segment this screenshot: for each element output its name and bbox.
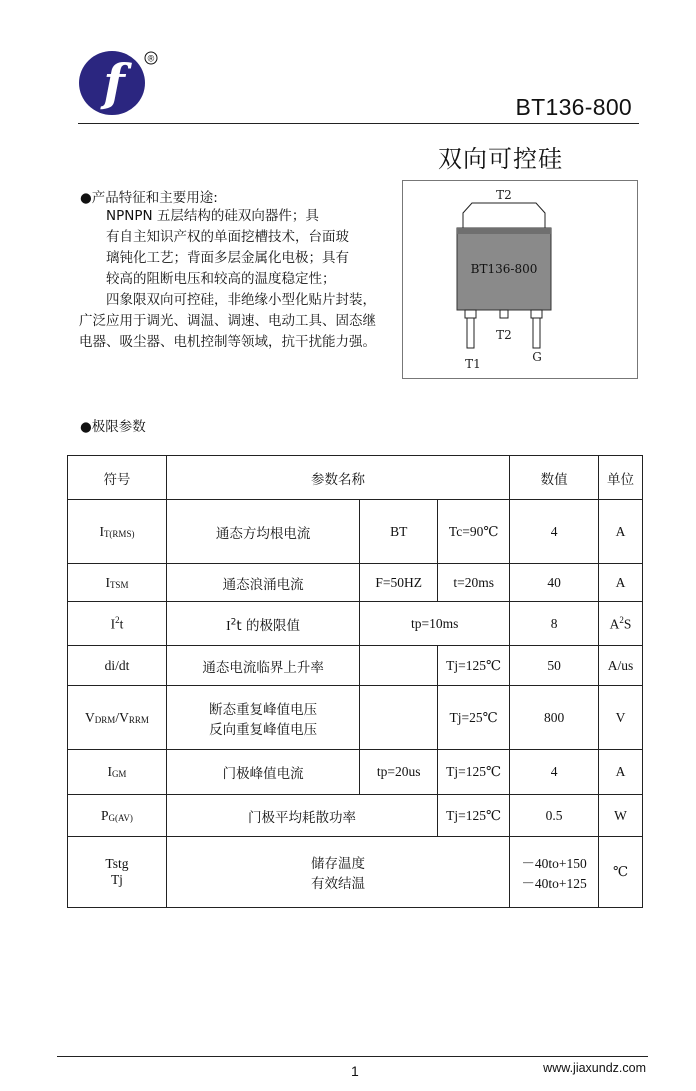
unit-cell: A: [599, 500, 643, 564]
pin-label-t1: T1: [465, 357, 481, 371]
table-row: [68, 564, 643, 602]
value-cell: 8: [510, 602, 599, 646]
table-row: [68, 837, 643, 908]
pin-label-g: G: [532, 350, 542, 364]
website-url: www.jiaxundz.com: [543, 1061, 646, 1075]
unit-cell: ℃: [599, 837, 643, 908]
condition-cell: [360, 686, 438, 750]
value-cell: －40to+150 －40to+125: [510, 837, 599, 908]
value-cell: 4: [510, 500, 599, 564]
condition-cell: BT: [360, 500, 438, 564]
header-parameter: 参数名称: [166, 456, 509, 500]
value-cell: 50: [510, 646, 599, 686]
part-number: BT136-800: [515, 94, 632, 120]
unit-cell: A: [599, 750, 643, 795]
param-name-cell: 通态电流临界上升率: [166, 646, 359, 686]
feature-line: 有自主知识产权的单面挖槽技术，台面玻: [106, 229, 349, 245]
logo-letter: f: [103, 53, 125, 112]
footer-divider: [57, 1056, 648, 1057]
package-body-label: BT136-800: [470, 262, 538, 276]
symbol-cell: $I^2t$: [68, 602, 167, 646]
page-number: 1: [351, 1063, 359, 1079]
tab-label-t2: T2: [496, 188, 512, 202]
unit-cell: V: [599, 686, 643, 750]
unit-cell: W: [599, 795, 643, 837]
value-cell: 0.5: [510, 795, 599, 837]
feature-line: 四象限双向可控硅，非绝缘小型化贴片封装，: [106, 292, 376, 308]
unit-cell: A: [599, 564, 643, 602]
param-name-cell: 门极峰值电流: [166, 750, 359, 795]
condition-cell: F=50HZ: [360, 564, 438, 602]
symbol-cell: Tstg Tj: [68, 837, 167, 908]
features-description: [79, 206, 389, 353]
condition-cell: tp=10ms: [360, 602, 510, 646]
symbol-cell: $I_{T(RMS)}$: [68, 500, 167, 564]
symbol-cell: di/dt: [68, 646, 167, 686]
features-heading: ●产品特征和主要用途:: [80, 190, 218, 206]
table-row: [68, 795, 643, 837]
limits-heading: ●极限参数: [80, 419, 146, 435]
value-cell: 800: [510, 686, 599, 750]
symbol-cell: $I_{GM}$: [68, 750, 167, 795]
feature-line: 璃钝化工艺；背面多层金属化电极；具有: [106, 250, 349, 266]
param-name-cell: 断态重复峰值电压 反向重复峰值电压: [166, 686, 359, 750]
registered-mark-text: ®: [147, 53, 155, 64]
header-symbol: 符号: [68, 456, 167, 500]
param-name-cell: 通态方均根电流: [166, 500, 359, 564]
registered-mark-icon: [144, 50, 158, 64]
unit-cell: $A^2S$: [599, 602, 643, 646]
param-name-cell: 储存温度 有效结温: [166, 837, 509, 908]
feature-line: 电器、吸尘器、电机控制等领域，抗干扰能力强。: [79, 334, 376, 350]
condition-cell: Tj=125℃: [438, 750, 510, 795]
header-divider: [78, 123, 639, 124]
condition-cell: [360, 646, 438, 686]
pin-label-t2: T2: [496, 328, 512, 342]
symbol-cell: $I_{TSM}$: [68, 564, 167, 602]
condition-cell: Tc=90℃: [438, 500, 510, 564]
company-logo: [78, 50, 146, 116]
condition-cell: Tj=125℃: [438, 646, 510, 686]
unit-cell: A/us: [599, 646, 643, 686]
table-row: [68, 500, 643, 564]
condition-cell: t=20ms: [438, 564, 510, 602]
table-row: [68, 646, 643, 686]
feature-line: 广泛应用于调光、调温、调速、电动工具、固态继: [79, 313, 376, 329]
condition-cell: Tj=125℃: [438, 795, 510, 837]
value-cell: 4: [510, 750, 599, 795]
header-value: 数值: [510, 456, 599, 500]
header-unit: 单位: [599, 456, 643, 500]
table-row: [68, 750, 643, 795]
table-row: [68, 602, 643, 646]
param-name-cell: 通态浪涌电流: [166, 564, 359, 602]
symbol-cell: $P_{G(AV)}$: [68, 795, 167, 837]
param-name-cell: $I^2t$ 的极限值: [166, 602, 359, 646]
param-name-cell: 门极平均耗散功率: [166, 795, 437, 837]
value-cell: 40: [510, 564, 599, 602]
feature-line: 较高的阻断电压和较高的温度稳定性；: [106, 271, 336, 287]
table-header-row: [68, 456, 643, 500]
limits-table: [67, 455, 643, 908]
condition-cell: Tj=25℃: [438, 686, 510, 750]
document-title: 双向可控硅: [438, 145, 563, 173]
condition-cell: tp=20us: [360, 750, 438, 795]
table-row: [68, 686, 643, 750]
feature-line: NPNPN 五层结构的硅双向器件；具: [106, 208, 319, 224]
symbol-cell: $V_{DRM}/V_{RRM}$: [68, 686, 167, 750]
package-diagram: [402, 180, 638, 379]
